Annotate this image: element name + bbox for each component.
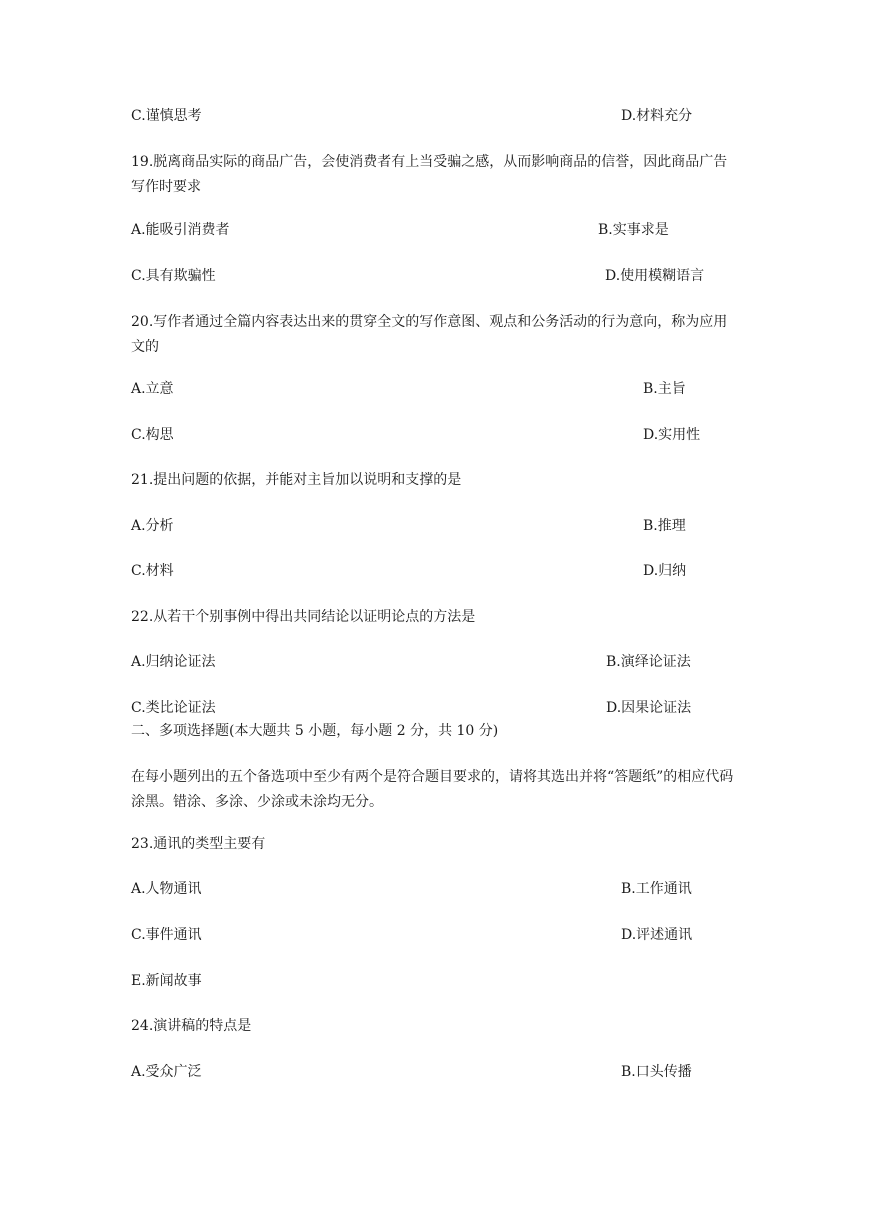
q22-option-a: A.归纳论证法	[131, 654, 216, 670]
q23-option-c: C.事件通讯	[131, 927, 202, 943]
q18-option-d: D.材料充分	[621, 108, 693, 124]
section-instructions: 在每小题列出的五个备选项中至少有两个是符合题目要求的，请将其选出并将“答题纸”的相应代码涂黑。错涂、多涂、少涂或未涂均无分。	[131, 769, 734, 810]
q19-stem: 19.脱离商品实际的商品广告，会使消费者有上当受骗之感，从而影响商品的信誉，因此商品广告写作时要求	[131, 154, 728, 195]
q19-option-c: C.具有欺骗性	[131, 268, 216, 284]
q21-stem: 21.提出问题的依据，并能对主旨加以说明和支撑的是	[131, 472, 462, 488]
q23-option-e: E.新闻故事	[131, 973, 202, 989]
q21-option-d: D.归纳	[643, 563, 687, 579]
q22-stem: 22.从若干个别事例中得出共同结论以证明论点的方法是	[131, 609, 476, 625]
q19-option-a: A.能吸引消费者	[131, 222, 230, 238]
q20-option-d: D.实用性	[643, 427, 701, 443]
q18-option-c: C.谨慎思考	[131, 108, 202, 124]
q23-option-a: A.人物通讯	[131, 881, 202, 897]
q24-option-b: B.口头传播	[621, 1064, 692, 1080]
q20-option-b: B.主旨	[643, 381, 686, 397]
q22-option-b: B.演绎论证法	[606, 654, 691, 670]
q23-option-d: D.评述通讯	[621, 927, 693, 943]
q22-option-c: C.类比论证法	[131, 700, 216, 716]
q19-option-b: B.实事求是	[598, 222, 669, 238]
q22-option-d: D.因果论证法	[606, 700, 692, 716]
q21-option-a: A.分析	[131, 518, 174, 534]
q23-stem: 23.通讯的类型主要有	[131, 836, 266, 852]
q24-option-a: A.受众广泛	[131, 1064, 202, 1080]
section-heading: 二、多项选择题(本大题共 5 小题，每小题 2 分，共 10 分)	[131, 723, 499, 739]
q21-option-b: B.推理	[643, 518, 686, 534]
q19-option-d: D.使用模糊语言	[605, 268, 705, 284]
q20-stem: 20.写作者通过全篇内容表达出来的贯穿全文的写作意图、观点和公务活动的行为意向，称为应用文的	[131, 314, 728, 355]
q20-option-a: A.立意	[131, 381, 174, 397]
q20-option-c: C.构思	[131, 427, 174, 443]
q23-option-b: B.工作通讯	[621, 881, 692, 897]
q21-option-c: C.材料	[131, 563, 174, 579]
q24-stem: 24.演讲稿的特点是	[131, 1018, 252, 1034]
